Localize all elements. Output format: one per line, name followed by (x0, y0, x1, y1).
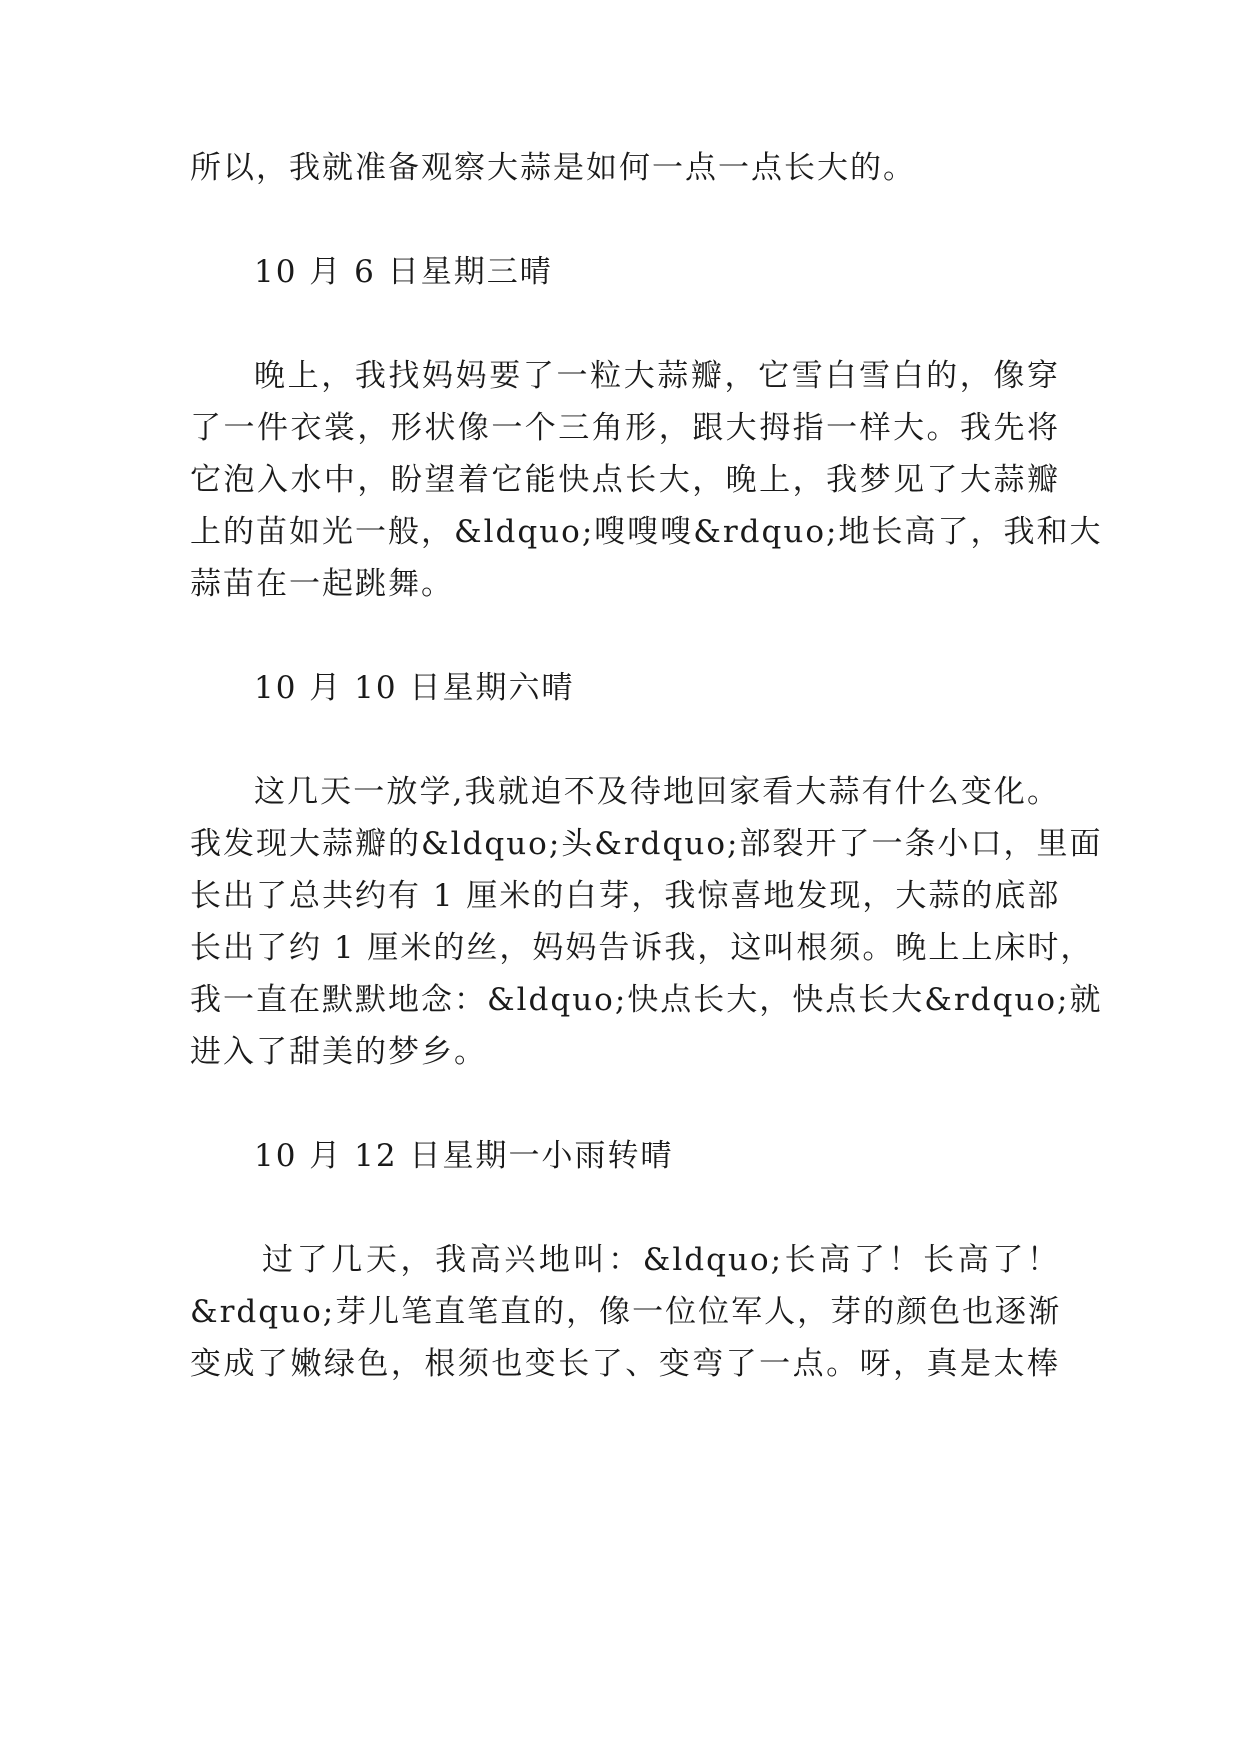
paragraph-line: 长出了总共约有 1 厘米的白芽，我惊喜地发现，大蒜的底部 (190, 878, 1061, 914)
paragraph-line: 上的苗如光一般，&ldquo;嗖嗖嗖&rdquo;地长高了，我和大 (190, 514, 1103, 550)
paragraph-line: 它泡入水中，盼望着它能快点长大，晚上，我梦见了大蒜瓣 (190, 462, 1060, 498)
date-heading: 10 月 12 日星期一小雨转晴 (254, 1138, 674, 1174)
paragraph-line: 进入了甜美的梦乡。 (190, 1034, 487, 1070)
paragraph-line: 所以，我就准备观察大蒜是如何一点一点长大的。 (190, 150, 916, 186)
paragraph-line: 蒜苗在一起跳舞。 (190, 566, 454, 602)
paragraph-line: 我发现大蒜瓣的&ldquo;头&rdquo;部裂开了一条小口，里面 (190, 826, 1103, 862)
date-heading: 10 月 10 日星期六晴 (254, 670, 575, 706)
paragraph-line: 这几天一放学,我就迫不及待地回家看大蒜有什么变化。 (254, 774, 1060, 810)
paragraph-line: 了一件衣裳，形状像一个三角形，跟大拇指一样大。我先将 (190, 410, 1060, 446)
paragraph-line: 过了几天，我高兴地叫：&ldquo;长高了！长高了！ (262, 1242, 1060, 1278)
paragraph-line: 长出了约 1 厘米的丝，妈妈告诉我，这叫根须。晚上上床时， (190, 930, 1094, 966)
paragraph-line: 变成了嫩绿色，根须也变长了、变弯了一点。呀，真是太棒 (190, 1346, 1060, 1382)
date-heading: 10 月 6 日星期三晴 (254, 254, 553, 290)
paragraph-line: 我一直在默默地念：&ldquo;快点长大，快点长大&rdquo;就 (190, 982, 1103, 1018)
paragraph-line: 晚上，我找妈妈要了一粒大蒜瓣，它雪白雪白的，像穿 (254, 358, 1060, 394)
paragraph-line: &rdquo;芽儿笔直笔直的，像一位位军人，芽的颜色也逐渐 (190, 1294, 1062, 1330)
